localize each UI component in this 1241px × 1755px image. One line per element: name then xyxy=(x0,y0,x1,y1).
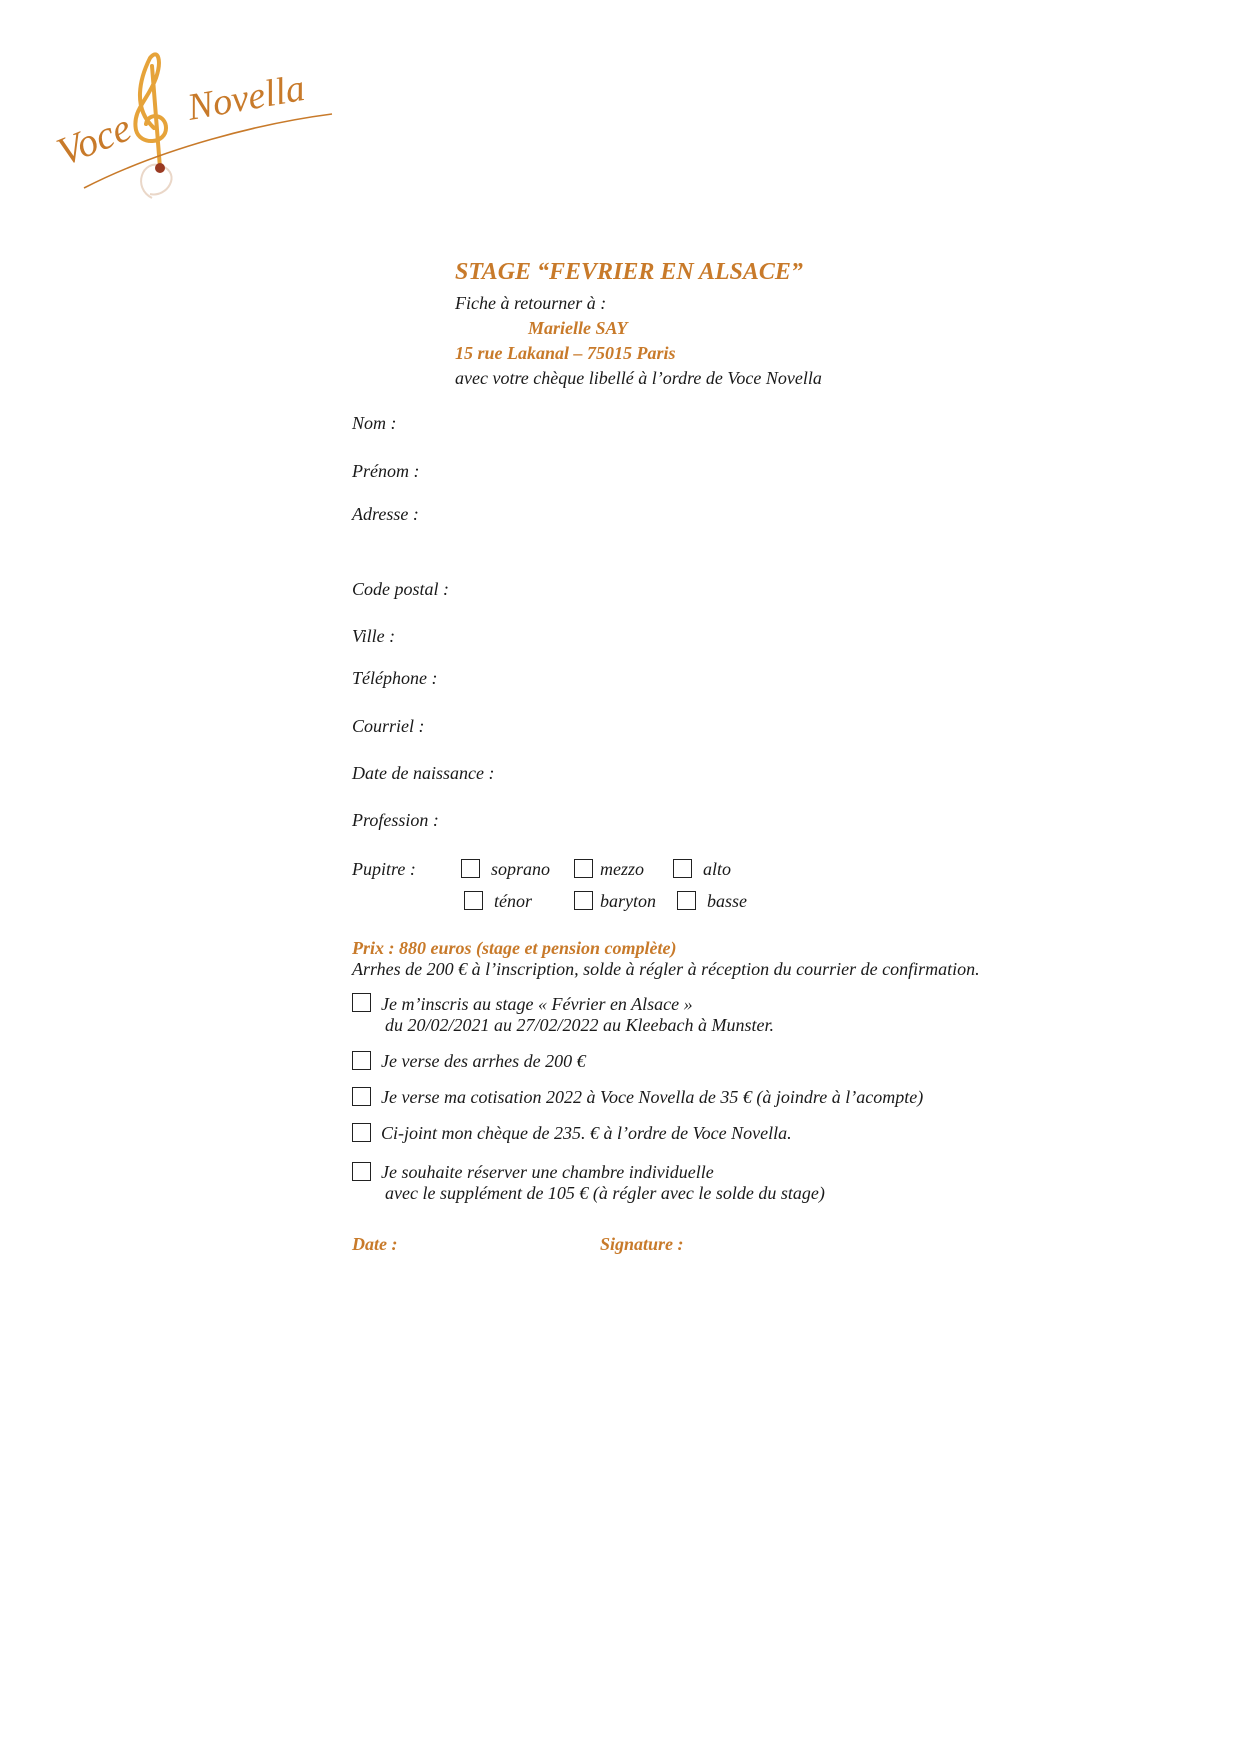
logo-text-left: Voce xyxy=(50,104,138,175)
option-inscription-line1: Je m’inscris au stage « Février en Alsace » xyxy=(381,994,693,1014)
checkbox-baryton[interactable] xyxy=(574,891,593,910)
checkbox-soprano[interactable] xyxy=(461,859,480,878)
field-code-postal-label: Code postal : xyxy=(352,579,449,599)
cheque-note: avec votre chèque libellé à l’ordre de Voce Novella xyxy=(455,368,822,388)
option-inscription-line2: du 20/02/2021 au 27/02/2022 au Kleebach à Munster. xyxy=(385,1015,774,1035)
checkbox-arrhes[interactable] xyxy=(352,1051,371,1070)
checkbox-cheque[interactable] xyxy=(352,1123,371,1142)
date-label: Date : xyxy=(352,1234,398,1254)
option-baryton-label: baryton xyxy=(600,891,656,911)
field-profession-label: Profession : xyxy=(352,810,439,830)
option-alto-label: alto xyxy=(703,859,732,879)
pupitre-label: Pupitre : xyxy=(352,859,416,879)
option-soprano-label: soprano xyxy=(491,859,551,879)
option-chambre-line1: Je souhaite réserver une chambre individuelle xyxy=(381,1162,714,1182)
checkbox-chambre-individuelle[interactable] xyxy=(352,1162,371,1181)
logo-treble-clef xyxy=(135,54,166,168)
voce-novella-logo xyxy=(50,48,382,223)
field-telephone-label: Téléphone : xyxy=(352,668,438,688)
logo-text-right: Novella xyxy=(184,66,308,129)
page-title: STAGE “FEVRIER EN ALSACE” xyxy=(455,259,803,285)
field-ville-label: Ville : xyxy=(352,626,396,646)
checkbox-mezzo[interactable] xyxy=(574,859,593,878)
checkbox-cotisation[interactable] xyxy=(352,1087,371,1106)
option-arrhes-label: Je verse des arrhes de 200 € xyxy=(381,1051,586,1071)
checkbox-basse[interactable] xyxy=(677,891,696,910)
option-mezzo-label: mezzo xyxy=(600,859,644,879)
option-tenor-label: ténor xyxy=(494,891,532,911)
field-date-naissance-label: Date de naissance : xyxy=(352,763,495,783)
field-courriel-label: Courriel : xyxy=(352,716,425,736)
field-prenom-label: Prénom : xyxy=(352,461,420,481)
option-chambre-line2: avec le supplément de 105 € (à régler avec le solde du stage) xyxy=(385,1183,825,1203)
deposit-note: Arrhes de 200 € à l’inscription, solde à régler à réception du courrier de confirmation. xyxy=(352,959,980,979)
return-label: Fiche à retourner à : xyxy=(455,293,607,313)
option-basse-label: basse xyxy=(707,891,747,911)
price-title: Prix : 880 euros (stage et pension complète) xyxy=(352,938,677,958)
checkbox-alto[interactable] xyxy=(673,859,692,878)
option-cheque-label: Ci-joint mon chèque de 235. € à l’ordre de Voce Novella. xyxy=(381,1123,792,1143)
checkbox-tenor[interactable] xyxy=(464,891,483,910)
logo-clef-dot xyxy=(155,163,165,173)
recipient-address: 15 rue Lakanal – 75015 Paris xyxy=(455,343,676,363)
field-nom-label: Nom : xyxy=(352,413,397,433)
signature-label: Signature : xyxy=(600,1234,684,1254)
option-cotisation-label: Je verse ma cotisation 2022 à Voce Novella de 35 € (à joindre à l’acompte) xyxy=(381,1087,924,1107)
field-adresse-label: Adresse : xyxy=(352,504,419,524)
checkbox-inscription[interactable] xyxy=(352,993,371,1012)
recipient-name: Marielle SAY xyxy=(528,318,628,338)
